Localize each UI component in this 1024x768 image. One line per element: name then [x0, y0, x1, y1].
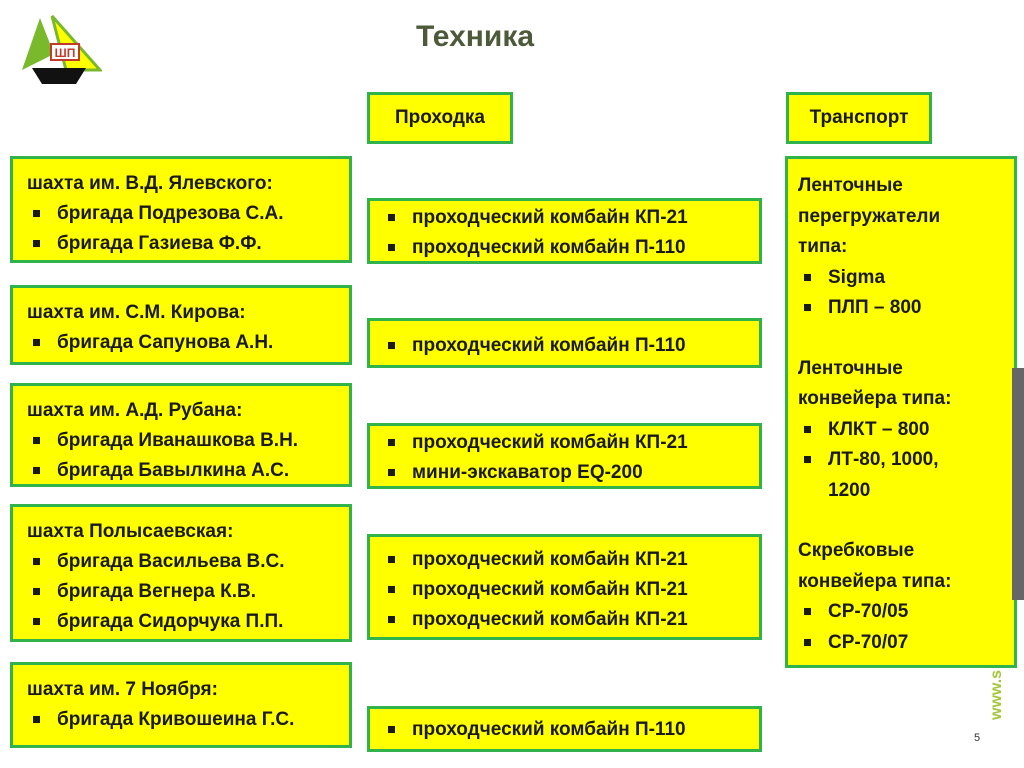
- loaders-title-line: перегружатели: [798, 205, 941, 227]
- brigade-item: бригада Газиева Ф.Ф.: [27, 229, 335, 259]
- brigade-item: бригада Вегнера К.В.: [27, 577, 335, 607]
- conveyor-item: КЛКТ – 800: [798, 415, 1004, 446]
- company-logo-icon: [18, 14, 102, 86]
- equipment-card: [367, 198, 762, 264]
- equipment-card: [367, 423, 762, 489]
- logo-text: ШП: [54, 46, 76, 60]
- equipment-item: проходческий комбайн П-110: [382, 331, 747, 361]
- brigade-item: бригада Сидорчука П.П.: [27, 607, 335, 637]
- equipment-item: проходческий комбайн КП-21: [382, 605, 747, 635]
- loader-item: Sigma: [798, 263, 1004, 294]
- scraper-item: СР-70/05: [798, 597, 1004, 628]
- brigade-item: бригада Сапунова А.Н.: [27, 328, 335, 358]
- conveyors-title-line: конвейера типа:: [798, 388, 952, 409]
- equipment-item: проходческий комбайн П-110: [382, 233, 747, 263]
- equipment-card: [367, 534, 762, 640]
- side-accent-bar: [1012, 368, 1024, 600]
- category-transport: Транспорт: [786, 92, 932, 144]
- page-number: 5: [974, 732, 981, 744]
- scraper-title-line: Скребковые: [798, 540, 915, 561]
- conveyors-title-line: Ленточные: [798, 357, 903, 379]
- equipment-item: мини-экскаватор EQ-200: [382, 458, 747, 488]
- conveyor-item-continued: 1200: [828, 479, 871, 501]
- equipment-item: проходческий комбайн КП-21: [382, 428, 747, 458]
- brigade-item: бригада Бавылкина А.С.: [27, 456, 335, 486]
- equipment-card: [367, 318, 762, 368]
- brigade-item: бригада Подрезова С.А.: [27, 199, 335, 229]
- mine-name: шахта им. 7 Ноября:: [27, 679, 218, 700]
- mine-card: [10, 383, 352, 487]
- mine-card: [10, 662, 352, 748]
- transport-card: [785, 156, 1017, 668]
- mine-name: шахта им. В.Д. Ялевского:: [27, 173, 273, 194]
- mine-name: шахта им. А.Д. Рубана:: [27, 400, 243, 421]
- loaders-title-line: Ленточные: [798, 175, 903, 196]
- equipment-item: проходческий комбайн КП-21: [382, 203, 747, 233]
- equipment-card: [367, 706, 762, 752]
- mine-name: шахта Полысаевская:: [27, 521, 234, 542]
- loader-item: ПЛП – 800: [798, 293, 1004, 324]
- mine-card: [10, 156, 352, 263]
- scraper-title-line: конвейера типа:: [798, 570, 952, 592]
- equipment-item: проходческий комбайн КП-21: [382, 575, 747, 605]
- conveyor-item: ЛТ-80, 1000,: [798, 445, 1004, 476]
- brigade-item: бригада Кривошеина Г.С.: [27, 705, 335, 735]
- mine-name: шахта им. С.М. Кирова:: [27, 302, 246, 323]
- category-tunneling: Проходка: [367, 92, 513, 144]
- equipment-item: проходческий комбайн П-110: [382, 715, 747, 745]
- website-url[interactable]: www.s: [988, 669, 1005, 720]
- page-title: Техника: [415, 20, 535, 53]
- loaders-title-line: типа:: [798, 236, 848, 257]
- scraper-item: СР-70/07: [798, 628, 1004, 659]
- equipment-item: проходческий комбайн КП-21: [382, 545, 747, 575]
- brigade-item: бригада Иванашкова В.Н.: [27, 426, 335, 456]
- brigade-item: бригада Васильева В.С.: [27, 547, 335, 577]
- mine-card: [10, 285, 352, 365]
- mine-card: [10, 504, 352, 642]
